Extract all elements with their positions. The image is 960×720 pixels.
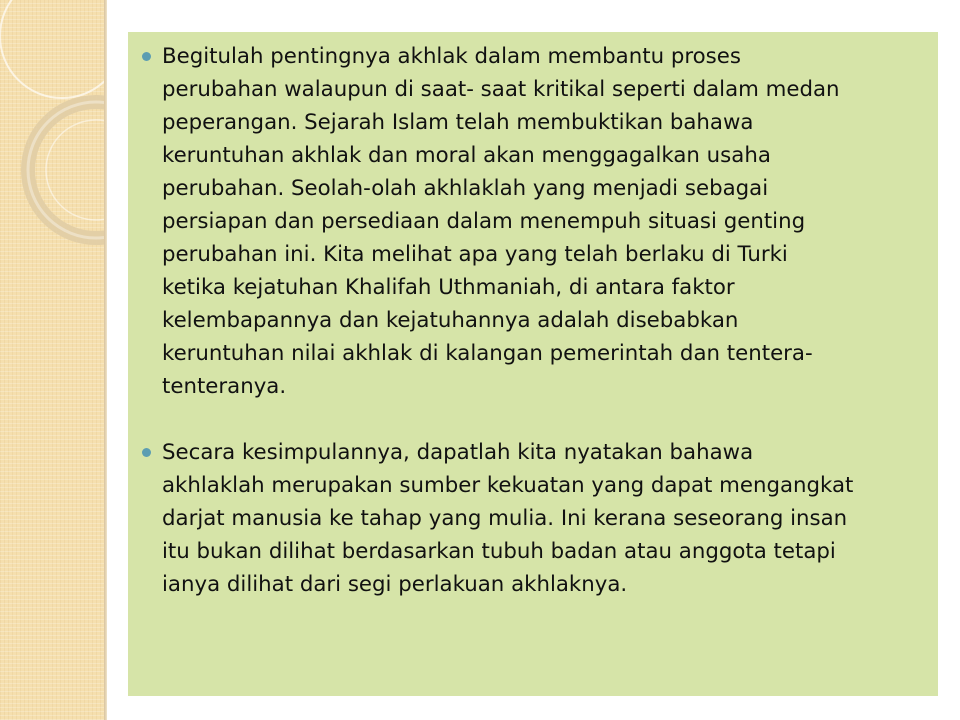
text-line: Secara kesimpulannya, dapatlah kita nyatakan bahawa (162, 440, 754, 465)
text-line: persiapan dan persediaan dalam menempuh situasi genting (162, 209, 806, 234)
text-line: darjat manusia ke tahap yang mulia. Ini kerana seseorang insan (162, 506, 848, 531)
text-line: keruntuhan nilai akhlak di kalangan pemerintah dan tentera- (162, 341, 813, 366)
text-line: perubahan ini. Kita melihat apa yang telah berlaku di Turki (162, 242, 788, 267)
bullet-item-1 (142, 40, 928, 403)
text-line: perubahan walaupun di saat- saat kritikal seperti dalam medan (162, 77, 840, 102)
text-line: perubahan. Seolah-olah akhlaklah yang menjadi sebagai (162, 176, 769, 201)
side-panel-edge (104, 0, 107, 720)
decorative-rings-graphic (0, 0, 104, 260)
content-panel (128, 32, 938, 696)
text-line: kelembapannya dan kejatuhannya adalah disebabkan (162, 308, 739, 333)
text-line: ianya dilihat dari segi perlakuan akhlaknya. (162, 572, 628, 597)
text-line: itu bukan dilihat berdasarkan tubuh badan atau anggota tetapi (162, 539, 836, 564)
text-line: keruntuhan akhlak dan moral akan menggagalkan usaha (162, 143, 771, 168)
bullet-point-icon (142, 52, 151, 61)
bullet-item-2 (142, 436, 928, 601)
decorative-side-panel (0, 0, 104, 720)
text-line: akhlaklah merupakan sumber kekuatan yang dapat mengangkat (162, 473, 854, 498)
text-line: tenteranya. (162, 374, 287, 399)
text-line: Begitulah pentingnya akhlak dalam membantu proses (162, 44, 741, 69)
text-line: ketika kejatuhan Khalifah Uthmaniah, di antara faktor (162, 275, 735, 300)
bullet-point-icon (142, 448, 151, 457)
text-line: peperangan. Sejarah Islam telah membuktikan bahawa (162, 110, 754, 135)
bullet-list (142, 40, 928, 601)
